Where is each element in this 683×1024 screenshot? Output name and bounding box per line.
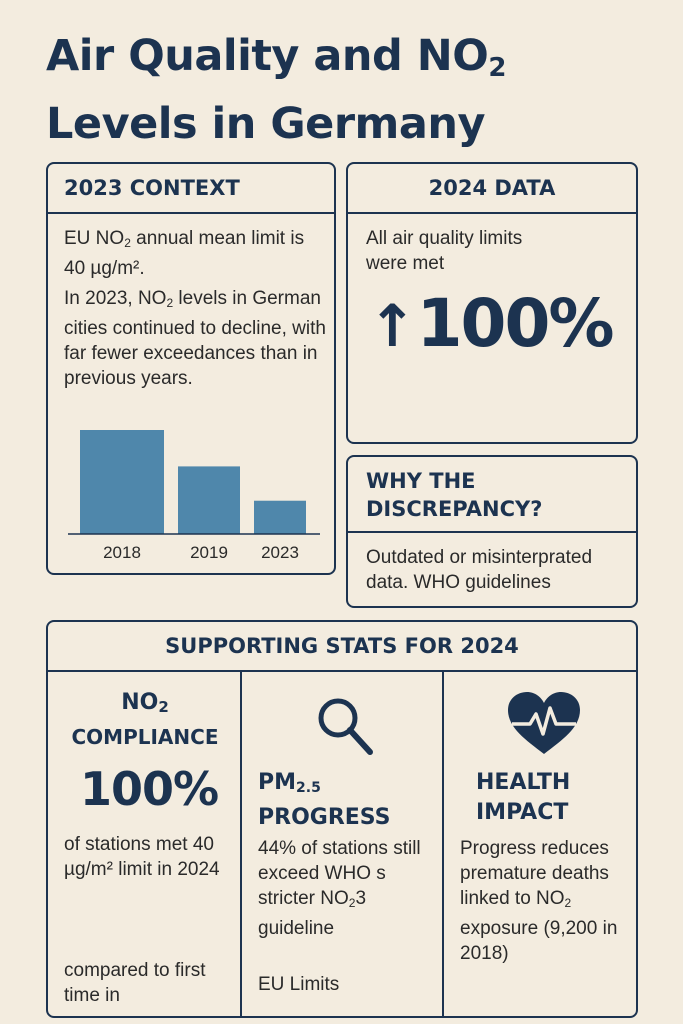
bar-2018: [80, 430, 164, 534]
bar-2019: [178, 466, 240, 534]
magnifier-icon: [312, 692, 378, 758]
pm-progress-footer: EU Limits: [258, 974, 340, 995]
heart-pulse-icon: [506, 690, 582, 756]
no2-compliance-value: 100%: [80, 762, 219, 816]
health-impact-column: [444, 670, 636, 1016]
health-impact-heading: HEALTH IMPACT: [476, 770, 571, 825]
data-2024-panel: [346, 162, 638, 444]
data-2024-heading: 2024 DATA: [348, 164, 636, 214]
title-subscript: 2: [488, 53, 506, 83]
bar-2023: [254, 501, 306, 534]
pm-progress-column: [242, 670, 444, 1016]
title-line2: Levels in Germany: [46, 99, 486, 149]
health-impact-text: Progress reduces premature deaths linked to $NO_2$ exposure (9,200 in 2018): [460, 838, 618, 964]
context-2023-heading: 2023 CONTEXT: [48, 164, 334, 214]
page-title: [46, 28, 506, 152]
data-2024-value: [368, 284, 613, 366]
tick-label-2019: 2019: [190, 543, 228, 562]
title-line1: Air Quality and NO: [46, 31, 489, 81]
no2-compliance-text: of stations met 40 µg/m² limit in 2024: [64, 834, 220, 880]
eu-limit-text: EU $NO_2$ annual mean limit is 40 µg/m².: [64, 228, 305, 279]
pm-progress-text: 44% of stations still exceed WHO s stricter $NO_23$ guideline: [258, 838, 421, 939]
no2-compliance-heading: $NO_2$ COMPLIANCE: [71, 690, 219, 749]
discrepancy-text: Outdated or misinterprated data. WHO guidelines: [366, 547, 593, 593]
context-2023-panel: [46, 162, 336, 575]
tick-label-2023: 2023: [261, 543, 299, 562]
data-2024-text: All air quality limits were met: [366, 228, 523, 274]
data-2024-percent: 100%: [416, 285, 613, 362]
no2-compliance-column: [48, 670, 242, 1016]
up-arrow-icon: ↑: [368, 292, 415, 360]
no2-bar-chart: [68, 422, 328, 562]
tick-label-2018: 2018: [103, 543, 141, 562]
no2-compliance-footer: compared to first time in: [64, 960, 206, 1006]
supporting-stats-panel: [46, 620, 638, 1018]
discrepancy-heading: WHY THE DISCREPANCY?: [348, 457, 636, 533]
supporting-stats-heading: SUPPORTING STATS FOR 2024: [48, 622, 636, 672]
discrepancy-panel: [346, 455, 638, 608]
context-2023-text: In 2023, $NO_2$ levels in German cities continued to decline, with far fewer exceedances than in previous years.: [64, 288, 326, 389]
pm-progress-heading: $PM_{2.5}$ PROGRESS: [258, 770, 391, 830]
